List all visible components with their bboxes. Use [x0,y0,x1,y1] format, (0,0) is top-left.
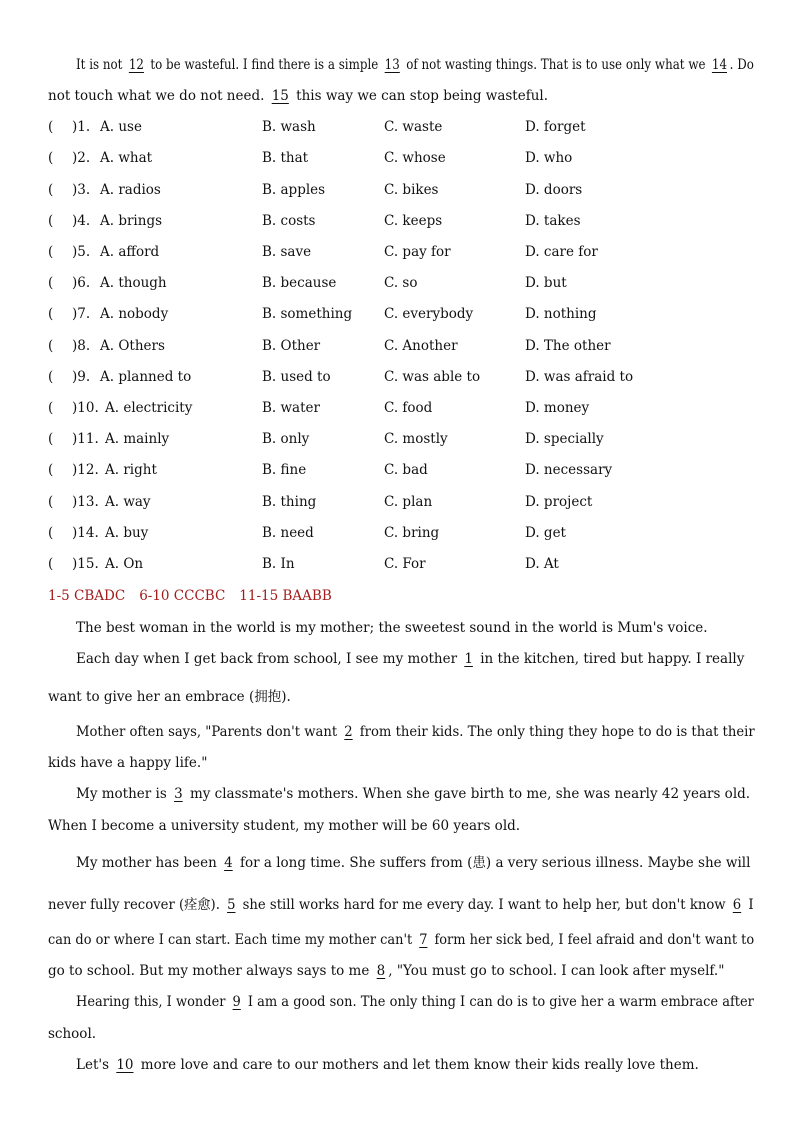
text: . Do [729,57,754,73]
text: from their kids. The only thing they hope to do is that their [355,724,755,740]
option-d: D. The other [525,338,611,354]
text: to be wasteful. I find there is a simple [146,57,383,73]
text: my classmate's mothers. When she gave birth to me, she was nearly 42 years old. [185,786,751,802]
answer-paren[interactable]: ( [48,306,54,322]
blank-1: 1 [464,651,473,667]
passage-para-4-line-2 [48,817,520,835]
option-d: D. who [525,150,573,166]
text: go to school. But my mother always says to me [48,963,374,979]
blank-2: 2 [344,724,353,740]
text: It is not [76,57,127,73]
answer-paren[interactable]: ( [48,182,54,198]
option-a: A. nobody [100,306,169,322]
option-b: B. apples [262,182,326,198]
text: Mother often says, "Parents don't want [76,724,342,740]
option-b: B. In [262,556,295,572]
text: Let's [76,1057,114,1073]
answer-paren[interactable]: ( [48,556,54,572]
option-b: B. Other [262,338,321,354]
option-d: D. nothing [525,306,597,322]
passage-para-2-line-2 [48,688,291,706]
option-b: B. something [262,306,353,322]
option-d: D. doors [525,182,583,198]
passage-para-3-line-2 [48,754,207,772]
passage-para-7 [76,1056,699,1074]
passage-para-4-line-1 [76,785,750,803]
option-b: B. because [262,275,337,291]
text: of not wasting things. That is to use only what we [402,57,710,73]
text: for a long time. She suffers from (患) a very serious illness. Maybe she will [235,855,751,871]
passage-para-1 [76,619,708,637]
question-number: )2. [72,150,91,166]
text: not touch what we do not need. [48,88,269,104]
blank-3: 3 [174,786,183,802]
option-b: B. that [262,150,309,166]
answer-paren[interactable]: ( [48,150,54,166]
text: she still works hard for me every day. I want to help her, but don't know [238,897,730,913]
question-number: )11. [72,431,99,447]
option-c: C. bad [384,462,428,478]
text: Hearing this, I wonder [76,994,230,1010]
text: Each day when I get back from school, I see my mother [76,651,462,667]
option-b: B. costs [262,213,316,229]
text: never fully recover (痊愈). [48,897,225,913]
answer-paren[interactable]: ( [48,369,54,385]
answer-paren[interactable]: ( [48,338,54,354]
intro-line-1 [76,56,754,74]
blank-7: 7 [419,932,428,948]
passage-para-3-line-1 [76,723,755,741]
option-a: A. planned to [100,369,192,385]
passage-para-5-line-4 [48,962,724,980]
text: My mother is [76,786,172,802]
option-a: A. right [105,462,157,478]
text: My mother has been [76,855,222,871]
answer-paren[interactable]: ( [48,431,54,447]
blank-9: 9 [232,994,241,1010]
text: can do or where I can start. Each time my mother can't [48,932,417,948]
option-b: B. water [262,400,320,416]
option-b: B. save [262,244,312,260]
passage-para-6-line-2 [48,1025,96,1043]
option-a: A. use [100,119,142,135]
blank-13: 13 [384,57,400,73]
option-a: A. what [100,150,153,166]
answer-paren[interactable]: ( [48,119,54,135]
blank-15: 15 [271,88,289,104]
option-b: B. thing [262,494,317,510]
answer-paren[interactable]: ( [48,462,54,478]
option-c: C. mostly [384,431,448,447]
text: kids have a happy life." [48,755,208,771]
passage-para-6-line-1 [76,993,754,1011]
passage-para-5-line-2 [48,896,754,914]
text: more love and care to our mothers and let them know their kids really love them. [136,1057,699,1073]
text: want to give her an embrace (拥抱). [48,689,291,705]
option-a: A. afford [100,244,160,260]
passage-para-5-line-3 [48,931,754,949]
text: The best woman in the world is my mother; the sweetest sound in the world is Mum's voice. [76,620,708,636]
option-c: C. plan [384,494,433,510]
question-number: )12. [72,462,99,478]
option-d: D. forget [525,119,586,135]
text: I am a good son. The only thing I can do is to give her a warm embrace after [243,994,754,1010]
option-a: A. though [100,275,167,291]
option-c: C. so [384,275,418,291]
question-number: )15. [72,556,99,572]
text: form her sick bed, I feel afraid and don't want to [430,932,755,948]
answer-paren[interactable]: ( [48,275,54,291]
answer-paren[interactable]: ( [48,525,54,541]
option-c: C. bring [384,525,440,541]
question-number: )10. [72,400,99,416]
option-c: C. pay for [384,244,451,260]
answer-paren[interactable]: ( [48,244,54,260]
text: I [744,897,754,913]
option-c: C. bikes [384,182,439,198]
question-number: )3. [72,182,91,198]
option-d: D. money [525,400,590,416]
question-number: )7. [72,306,91,322]
option-b: B. wash [262,119,316,135]
option-a: A. mainly [105,431,170,447]
question-number: )9. [72,369,91,385]
option-d: D. At [525,556,559,572]
option-d: D. get [525,525,566,541]
blank-12: 12 [128,57,144,73]
option-a: A. electricity [105,400,193,416]
blank-4: 4 [224,855,233,871]
answer-paren[interactable]: ( [48,400,54,416]
option-d: D. specially [525,431,604,447]
option-c: C. waste [384,119,443,135]
option-d: D. necessary [525,462,613,478]
blank-6: 6 [732,897,742,913]
question-number: )14. [72,525,99,541]
question-number: )8. [72,338,91,354]
option-c: C. keeps [384,213,443,229]
option-d: D. takes [525,213,581,229]
answer-group-3: 11-15 BAABB [239,588,332,604]
answer-group-1: 1-5 CBADC [48,588,126,604]
answer-paren[interactable]: ( [48,213,54,229]
question-number: )13. [72,494,99,510]
text: , "You must go to school. I can look after myself." [388,963,725,979]
option-c: C. whose [384,150,446,166]
answer-key [48,587,346,605]
option-b: B. fine [262,462,307,478]
option-b: B. need [262,525,314,541]
option-a: A. buy [105,525,149,541]
text: When I become a university student, my mother will be 60 years old. [48,818,521,834]
blank-10: 10 [116,1057,134,1073]
option-a: A. way [105,494,151,510]
question-number: )5. [72,244,91,260]
blank-5: 5 [227,897,236,913]
text: in the kitchen, tired but happy. I really [475,651,745,667]
option-d: D. was afraid to [525,369,634,385]
passage-para-2-line-1 [76,650,744,668]
question-number: )4. [72,213,91,229]
text: this way we can stop being wasteful. [291,88,549,104]
question-number: )1. [72,119,91,135]
option-c: C. Another [384,338,458,354]
text: school. [48,1026,97,1042]
blank-14: 14 [711,57,728,73]
option-d: D. project [525,494,593,510]
option-a: A. brings [100,213,163,229]
option-d: D. but [525,275,567,291]
option-d: D. care for [525,244,598,260]
option-a: A. On [105,556,144,572]
option-a: A. Others [100,338,165,354]
option-c: C. For [384,556,426,572]
intro-line-2 [48,87,548,105]
answer-paren[interactable]: ( [48,494,54,510]
option-c: C. everybody [384,306,474,322]
blank-8: 8 [376,963,386,979]
passage-para-5-line-1 [76,854,750,872]
answer-group-2: 6-10 CCCBC [139,588,226,604]
question-number: )6. [72,275,91,291]
option-a: A. radios [100,182,161,198]
option-c: C. was able to [384,369,481,385]
option-b: B. used to [262,369,331,385]
option-b: B. only [262,431,310,447]
option-c: C. food [384,400,433,416]
